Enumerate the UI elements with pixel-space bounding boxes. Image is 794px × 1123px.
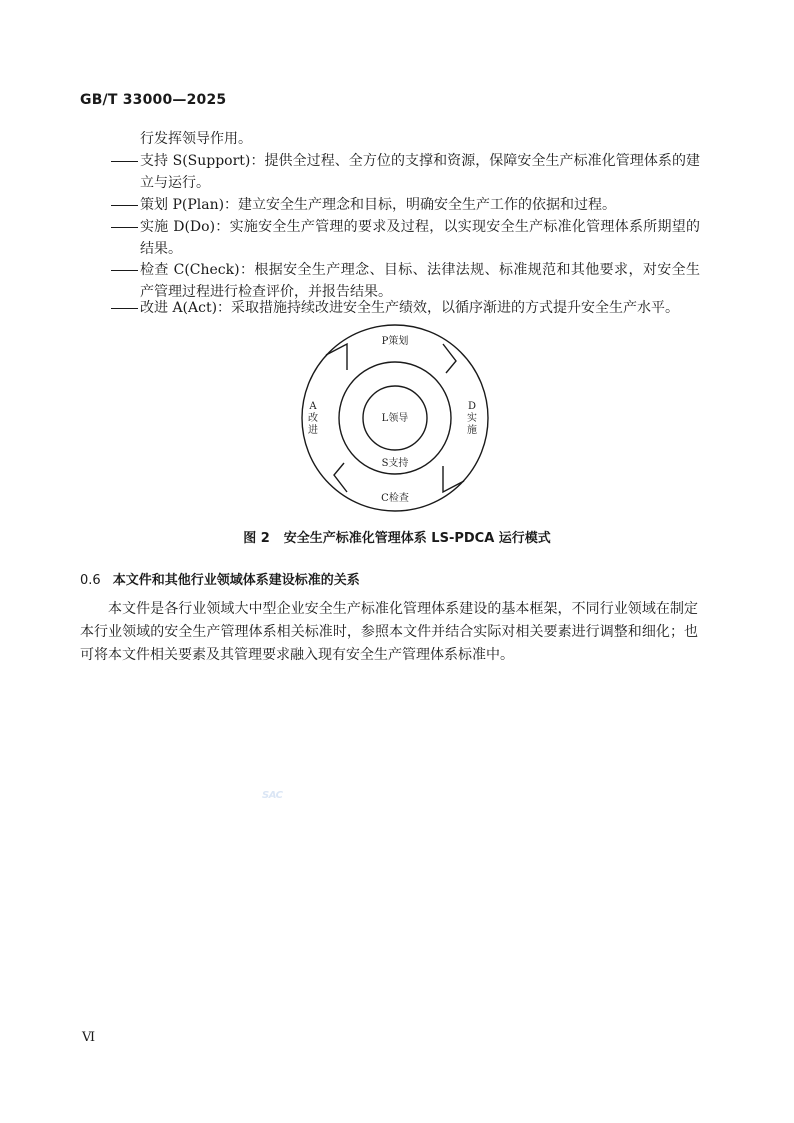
act-char-2: 进: [308, 425, 318, 436]
list-item-do: [110, 216, 700, 260]
support-label: S支持: [381, 458, 409, 469]
continuation-line: 行发挥领导作用。: [140, 131, 252, 147]
list-item-text: 实施 D(Do)：实施安全生产管理的要求及过程，以实现安全生产标准化管理体系所期望的结果。: [140, 219, 700, 257]
body-paragraph: 本文件是各行业领域大中型企业安全生产标准化管理体系建设的基本框架，不同行业领域在制定本行业领域的安全生产管理体系相关标准时，参照本文件并结合实际对相关要素进行调整和细化；也可将本文件相关要素及其管理要求融入现有安全生产管理体系标准中。: [80, 601, 698, 663]
act-letter: A: [309, 401, 317, 412]
list-item-text: 策划 P(Plan)：建立安全生产理念和目标，明确安全生产工作的依据和过程。: [140, 197, 617, 213]
section-number: 0.6: [80, 573, 101, 588]
list-item-support: [110, 150, 700, 194]
page-number: Ⅵ: [82, 1030, 96, 1045]
do-char-2: 施: [467, 425, 477, 436]
standard-code-header: GB/T 33000—2025: [80, 92, 227, 108]
section-heading: [80, 569, 360, 588]
section-title: 本文件和其他行业领域体系建设标准的关系: [112, 573, 360, 588]
plan-label: P策划: [381, 336, 409, 347]
list-item-text: 支持 S(Support)：提供全过程、全方位的支撑和资源，保障安全生产标准化管理体系的建立与运行。: [140, 153, 700, 191]
do-letter: D: [467, 401, 477, 412]
list-item-text: 检查 C(Check)：根据安全生产理念、目标、法律法规、标准规范和其他要求，对安全生产管理过程进行检查评价，并报告结果。: [140, 262, 700, 300]
figure-number: 图 2: [243, 531, 270, 546]
list-item-plan: [110, 194, 700, 216]
lead-label: L领导: [381, 413, 409, 424]
figure-title: 安全生产标准化管理体系 LS-PDCA 运行模式: [283, 531, 551, 546]
ls-pdca-diagram: [285, 321, 505, 517]
figure-caption: [0, 527, 794, 546]
sac-watermark: SAC: [262, 790, 283, 801]
list-item-text: 改进 A(Act)：采取措施持续改进安全生产绩效，以循序渐进的方式提升安全生产水平。: [140, 300, 680, 316]
list-item-act: [110, 297, 700, 319]
act-char-1: 改: [308, 413, 318, 424]
check-label: C检查: [381, 493, 409, 504]
do-char-1: 实: [467, 413, 477, 424]
